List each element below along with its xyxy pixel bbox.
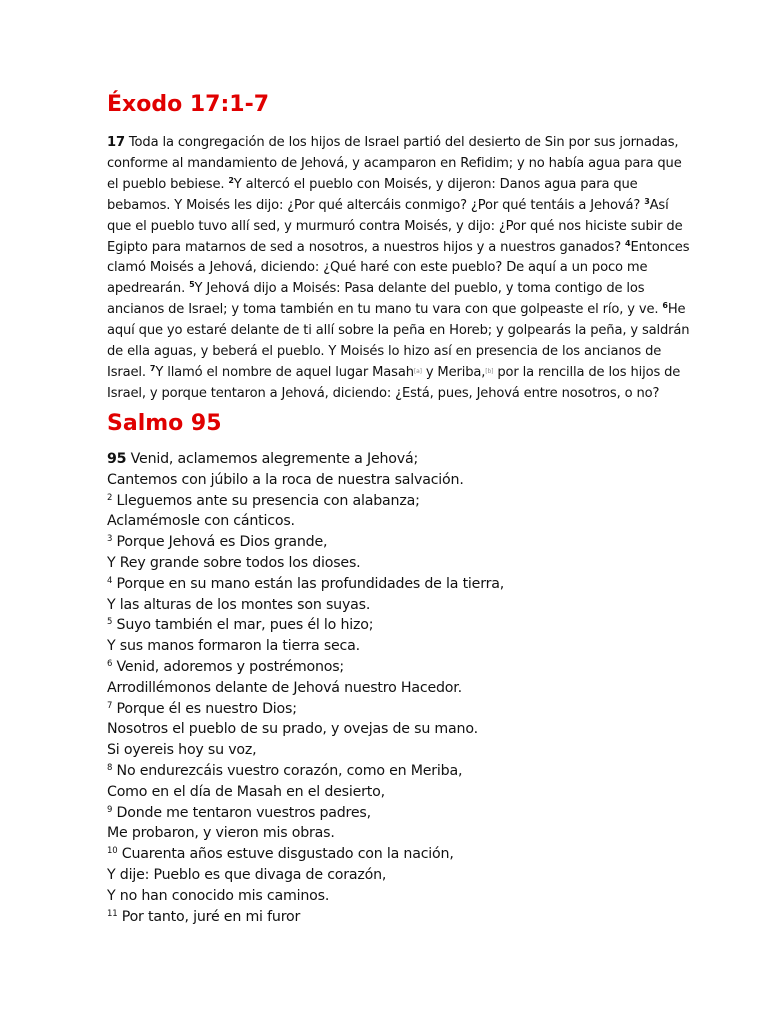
exodo-line-10 xyxy=(107,321,690,342)
verse-text: Aclamémosle con cánticos. xyxy=(107,513,295,530)
verse-number: 4 xyxy=(107,575,113,586)
verse-text: Entonces xyxy=(630,239,690,255)
verse-text: apedrearán. xyxy=(107,281,190,297)
verse-text: Donde me tentaron vuestros padres, xyxy=(112,804,371,821)
verse-text: Venid, aclamemos alegremente a Jehová; xyxy=(126,451,419,467)
exodo-line-2 xyxy=(107,154,682,175)
exodo-line-5 xyxy=(107,217,683,238)
salmo-line-10 xyxy=(107,636,667,657)
verse-text: Lleguemos ante su presencia con alabanza; xyxy=(112,492,420,509)
salmo-line-13 xyxy=(107,699,667,720)
verse-text: He xyxy=(667,302,686,318)
salmo-line-8 xyxy=(107,595,667,616)
verse-number: 5 xyxy=(107,617,113,628)
verse-text: Israel, y porque tentaron a Jehová, diciendo: ¿Está, pues, Jehová entre nosotros, o no? xyxy=(107,385,660,401)
exodo-line-4 xyxy=(107,196,669,217)
salmo-line-18 xyxy=(107,803,667,824)
verse-number: 6 xyxy=(662,301,668,311)
salmo-line-16 xyxy=(107,761,667,782)
salmo-line-22 xyxy=(107,886,667,907)
salmo-line-1 xyxy=(107,449,667,470)
salmo-line-11 xyxy=(107,657,667,678)
chapter-number: 95 xyxy=(107,451,127,467)
verse-text: Arrodillémonos delante de Jehová nuestro Hacedor. xyxy=(107,679,462,696)
verse-text: Y las alturas de los montes son suyas. xyxy=(107,596,371,613)
verse-number: 6 xyxy=(107,658,113,669)
exodo-line-9 xyxy=(107,300,686,321)
verse-text: Suyo también el mar, pues él lo hizo; xyxy=(112,617,374,634)
verse-text: que el pueblo tuvo allí sed, y murmuró contra Moisés, y dijo: ¿Por qué nos hiciste subir de xyxy=(107,218,683,234)
exodo-line-12: Israel. $^7$Y llamó el nombre de aquel lugar Masah[a] y Meriba,[b] por la rencilla de los hijos de xyxy=(107,363,681,380)
verse-text: por la rencilla de los hijos de xyxy=(493,364,681,380)
salmo-line-19 xyxy=(107,823,667,844)
exodo-line-3 xyxy=(107,175,642,196)
exodo-line-1 xyxy=(107,133,679,154)
verse-text: y Meriba, xyxy=(421,364,486,380)
verse-text: Y sus manos formaron la tierra seca. xyxy=(107,638,360,655)
verse-text: Porque él es nuestro Dios; xyxy=(112,700,297,717)
exodo-line-6 xyxy=(107,238,690,259)
verse-text: Así xyxy=(649,197,669,213)
salmo-passage xyxy=(107,449,667,927)
salmo-line-17 xyxy=(107,782,667,803)
verse-text: Y llamó el nombre de aquel lugar Masah xyxy=(155,364,414,380)
verse-text: de ella aguas, y beberá el pueblo. Y Moisés lo hizo así en presencia de los ancianos de xyxy=(107,344,662,360)
verse-text: Nosotros el pueblo de su prado, y ovejas de su mano. xyxy=(107,721,478,738)
verse-text: Y no han conocido mis caminos. xyxy=(107,887,330,904)
verse-number: 9 xyxy=(107,804,113,815)
verse-number: 8 xyxy=(107,762,113,773)
salmo-line-21 xyxy=(107,865,667,886)
exodo-line-13 xyxy=(107,384,660,405)
verse-number: 7 xyxy=(149,363,156,373)
salmo-line-2 xyxy=(107,470,667,491)
verse-text: Me probaron, y vieron mis obras. xyxy=(107,825,335,842)
chapter-number: 17 xyxy=(107,135,125,150)
verse-text: Egipto para matarnos de sed a nosotros, a nuestros hijos y a nuestros ganados? xyxy=(107,239,626,255)
verse-text: Israel. xyxy=(107,364,150,380)
verse-number: 2 xyxy=(228,175,234,185)
verse-text: Porque Jehová es Dios grande, xyxy=(112,534,328,551)
verse-text: clamó Moisés a Jehová, diciendo: ¿Qué haré con este pueblo? De aquí a un poco me xyxy=(107,260,648,276)
salmo-line-12 xyxy=(107,678,667,699)
exodo-line-8 xyxy=(107,279,645,300)
verse-text: Si oyereis hoy su voz, xyxy=(107,742,257,759)
verse-number: 3 xyxy=(107,534,113,545)
verse-text: No endurezcáis vuestro corazón, como en Meriba, xyxy=(112,762,463,779)
verse-number: 5 xyxy=(189,280,195,290)
salmo-line-7 xyxy=(107,574,667,595)
verse-text: el pueblo bebiese. xyxy=(107,176,229,192)
salmo-line-15 xyxy=(107,740,667,761)
salmo-line-9 xyxy=(107,615,667,636)
salmo-line-5 xyxy=(107,532,667,553)
verse-number: 4 xyxy=(625,238,631,248)
verse-text: Y dije: Pueblo es que divaga de corazón, xyxy=(107,866,387,883)
salmo-line-4 xyxy=(107,511,667,532)
salmo-line-14 xyxy=(107,719,667,740)
verse-text: bebamos. Y Moisés les dijo: ¿Por qué altercáis conmigo? ¿Por qué tentáis a Jehová? xyxy=(107,197,645,213)
verse-number: 10 xyxy=(107,846,118,857)
verse-text: Y Rey grande sobre todos los dioses. xyxy=(107,554,361,571)
exodo-passage xyxy=(107,133,690,405)
verse-text: Cuarenta años estuve disgustado con la nación, xyxy=(117,846,454,863)
salmo-line-23 xyxy=(107,907,667,928)
verse-number: 7 xyxy=(107,700,113,711)
verse-text: Porque en su mano están las profundidades de la tierra, xyxy=(112,575,505,592)
verse-text: conforme al mandamiento de Jehová, y acamparon en Refidim; y no había agua para que xyxy=(107,155,682,171)
verse-text: Por tanto, juré en mi furor xyxy=(117,908,301,925)
salmo-line-20 xyxy=(107,844,667,865)
salmo-line-6 xyxy=(107,553,667,574)
verse-number: 3 xyxy=(644,196,650,206)
salmo-line-3 xyxy=(107,491,667,512)
verse-text: Y altercó el pueblo con Moisés, y dijeron: Danos agua para que xyxy=(233,176,638,192)
verse-number: 11 xyxy=(107,908,118,919)
verse-text: Como en el día de Masah en el desierto, xyxy=(107,783,385,800)
verse-text: Y Jehová dijo a Moisés: Pasa delante del pueblo, y toma contigo de los xyxy=(194,281,645,297)
exodo-heading: Éxodo 17:1-7 xyxy=(107,92,270,117)
exodo-line-11 xyxy=(107,342,662,363)
verse-text: aquí que yo estaré delante de ti allí sobre la peña en Horeb; y golpearás la peña, y saldrán xyxy=(107,323,690,339)
exodo-line-7 xyxy=(107,258,648,279)
verse-text: Cantemos con júbilo a la roca de nuestra salvación. xyxy=(107,471,464,488)
verse-text: ancianos de Israel; y toma también en tu mano tu vara con que golpeaste el río, y ve. xyxy=(107,302,663,318)
salmo-heading: Salmo 95 xyxy=(107,411,222,436)
verse-number: 2 xyxy=(107,492,113,503)
verse-text: Toda la congregación de los hijos de Israel partió del desierto de Sin por sus jornadas, xyxy=(124,135,679,150)
verse-text: Venid, adoremos y postrémonos; xyxy=(112,658,344,675)
